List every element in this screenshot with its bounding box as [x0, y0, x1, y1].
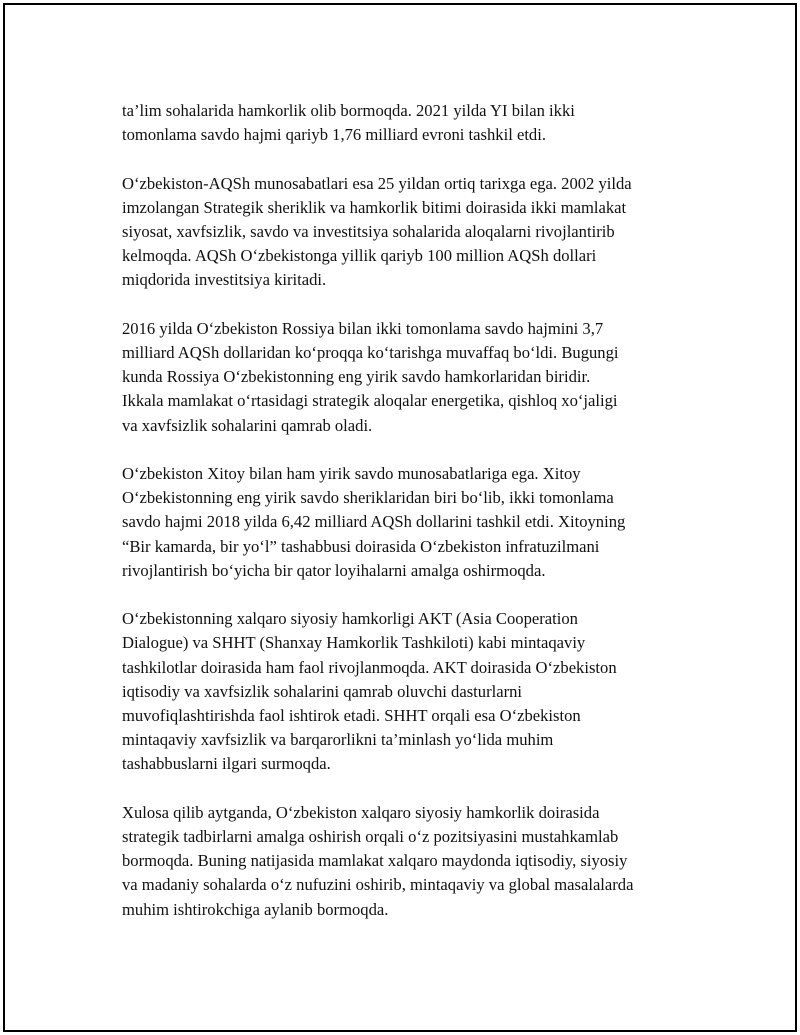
text-line: savdo hajmi 2018 yilda 6,42 milliard AQSh dollarini tashkil etdi. Xitoyning — [122, 512, 626, 532]
text-line: 2016 yilda O‘zbekiston Rossiya bilan ikki tomonlama savdo hajmini 3,7 — [122, 318, 604, 338]
text-line: ta’lim sohalarida hamkorlik olib bormoqda. 2021 yilda YI bilan ikki — [122, 101, 575, 120]
page-frame — [3, 3, 797, 1032]
text-line: O‘zbekistonning eng yirik savdo sheriklaridan biri bo‘lib, ikki tomonlama — [122, 488, 614, 508]
paragraph-usa-relations — [122, 172, 722, 293]
text-line: “Bir kamarda, bir yo‘l” tashabbusi doirasida O‘zbekiston infratuzilmani — [122, 536, 600, 556]
text-line: imzolangan Strategik sheriklik va hamkorlik bitimi doirasida ikki mamlakat — [122, 197, 627, 217]
paragraph-conclusion — [122, 801, 722, 922]
text-line: mintaqaviy xavfsizlik va barqarorlikni ta’minlash yo‘lida muhim — [122, 730, 554, 750]
text-line: O‘zbekiston Xitoy bilan ham yirik savdo munosabatlariga ega. Xitoy — [122, 464, 581, 483]
text-line: bormoqda. Buning natijasida mamlakat xalqaro maydonda iqtisodiy, siyosiy — [122, 851, 628, 871]
paragraph-regional-organizations — [122, 607, 722, 776]
text-line: kunda Rossiya O‘zbekistonning eng yirik savdo hamkorlaridan biridir. — [122, 367, 591, 387]
text-line: Ikkala mamlakat o‘rtasidagi strategik aloqalar energetika, qishloq xo‘jaligi — [122, 391, 618, 411]
text-line: O‘zbekiston-AQSh munosabatlari esa 25 yildan ortiq tarixga ega. 2002 yilda — [122, 173, 632, 193]
text-line: kelmoqda. AQSh O‘zbekistonga yillik qariyb 100 million AQSh dollari — [122, 246, 597, 266]
text-line: milliard AQSh dollaridan ko‘proqqa ko‘tarishga muvaffaq bo‘ldi. Bugungi — [122, 343, 619, 362]
paragraph-eu-trade — [122, 99, 722, 147]
text-line: strategik tadbirlarni amalga oshirish orqali o‘z pozitsiyasini mustahkamlab — [122, 827, 619, 847]
text-line: iqtisodiy va xavfsizlik sohalarini qamrab oluvchi dasturlarni — [122, 681, 523, 701]
text-line: tashabbuslarni ilgari surmoqda. — [122, 754, 331, 774]
text-line: O‘zbekistonning xalqaro siyosiy hamkorligi AKT (Asia Cooperation — [122, 609, 578, 629]
text-line: tashkilotlar doirasida ham faol rivojlanmoqda. AKT doirasida O‘zbekiston — [122, 657, 617, 677]
paragraph-russia-relations — [122, 317, 722, 438]
text-line: miqdorida investitsiya kiritadi. — [122, 270, 327, 290]
paragraph-china-relations — [122, 462, 722, 583]
text-line: Dialogue) va SHHT (Shanxay Hamkorlik Tashkiloti) kabi mintaqaviy — [122, 633, 586, 653]
text-line: muvofiqlashtirishda faol ishtirok etadi. SHHT orqali esa O‘zbekiston — [122, 706, 581, 726]
text-line: siyosat, xavfsizlik, savdo va investitsiya sohalarida aloqalarni rivojlantirib — [122, 222, 615, 241]
text-line: Xulosa qilib aytganda, O‘zbekiston xalqaro siyosiy hamkorlik doirasida — [122, 802, 600, 822]
document-body — [122, 99, 722, 946]
text-line: va madaniy sohalarda o‘z nufuzini oshirib, mintaqaviy va global masalalarda — [122, 875, 634, 895]
text-line: muhim ishtirokchiga aylanib bormoqda. — [122, 899, 389, 919]
text-line: tomonlama savdo hajmi qariyb 1,76 milliard evroni tashkil etdi. — [122, 125, 546, 145]
text-line: rivojlantirish bo‘yicha bir qator loyihalarni amalga oshirmoqda. — [122, 560, 546, 580]
text-line: va xavfsizlik sohalarini qamrab oladi. — [122, 415, 373, 435]
